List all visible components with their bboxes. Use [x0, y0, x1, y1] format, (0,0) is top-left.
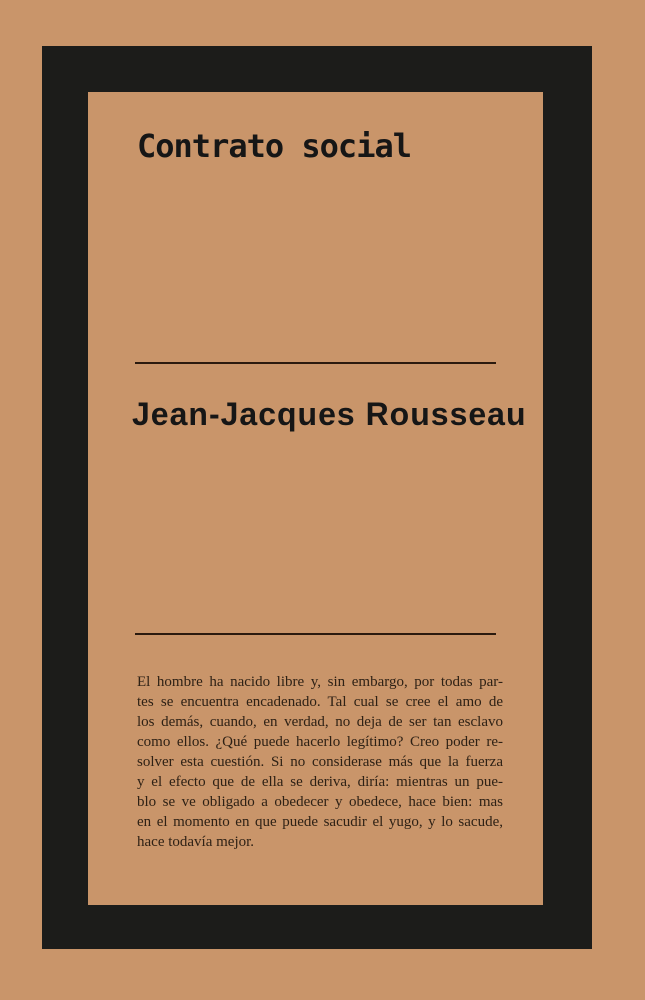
excerpt-paragraph: [137, 672, 503, 852]
excerpt-line: y el efecto que de ella se deriva, diría: mientras un pue-: [137, 774, 503, 790]
excerpt-line: El hombre ha nacido libre y, sin embargo, por todas par-: [137, 674, 503, 690]
excerpt-line: tes se encuentra encadenado. Tal cual se cree el amo de: [137, 694, 503, 710]
divider-line-bottom: [135, 633, 496, 635]
excerpt-line: los demás, cuando, en verdad, no deja de ser tan esclavo: [137, 714, 503, 730]
excerpt-line: blo se ve obligado a obedecer y obedece, hace bien: mas: [137, 794, 503, 810]
book-author: Jean-Jacques Rousseau: [132, 396, 527, 432]
book-title: Contrato social: [137, 127, 411, 165]
excerpt-line: solver esta cuestión. Si no considerase más que la fuerza: [137, 754, 503, 770]
cover-inner-panel: [88, 92, 543, 905]
excerpt-line: como ellos. ¿Qué puede hacerlo legítimo? Creo poder re-: [137, 734, 503, 750]
divider-line-top: [135, 362, 496, 364]
cover-frame: [42, 46, 592, 949]
excerpt-line: hace todavía mejor.: [137, 834, 255, 850]
excerpt-line: en el momento en que puede sacudir el yugo, y lo sacude,: [137, 814, 503, 830]
